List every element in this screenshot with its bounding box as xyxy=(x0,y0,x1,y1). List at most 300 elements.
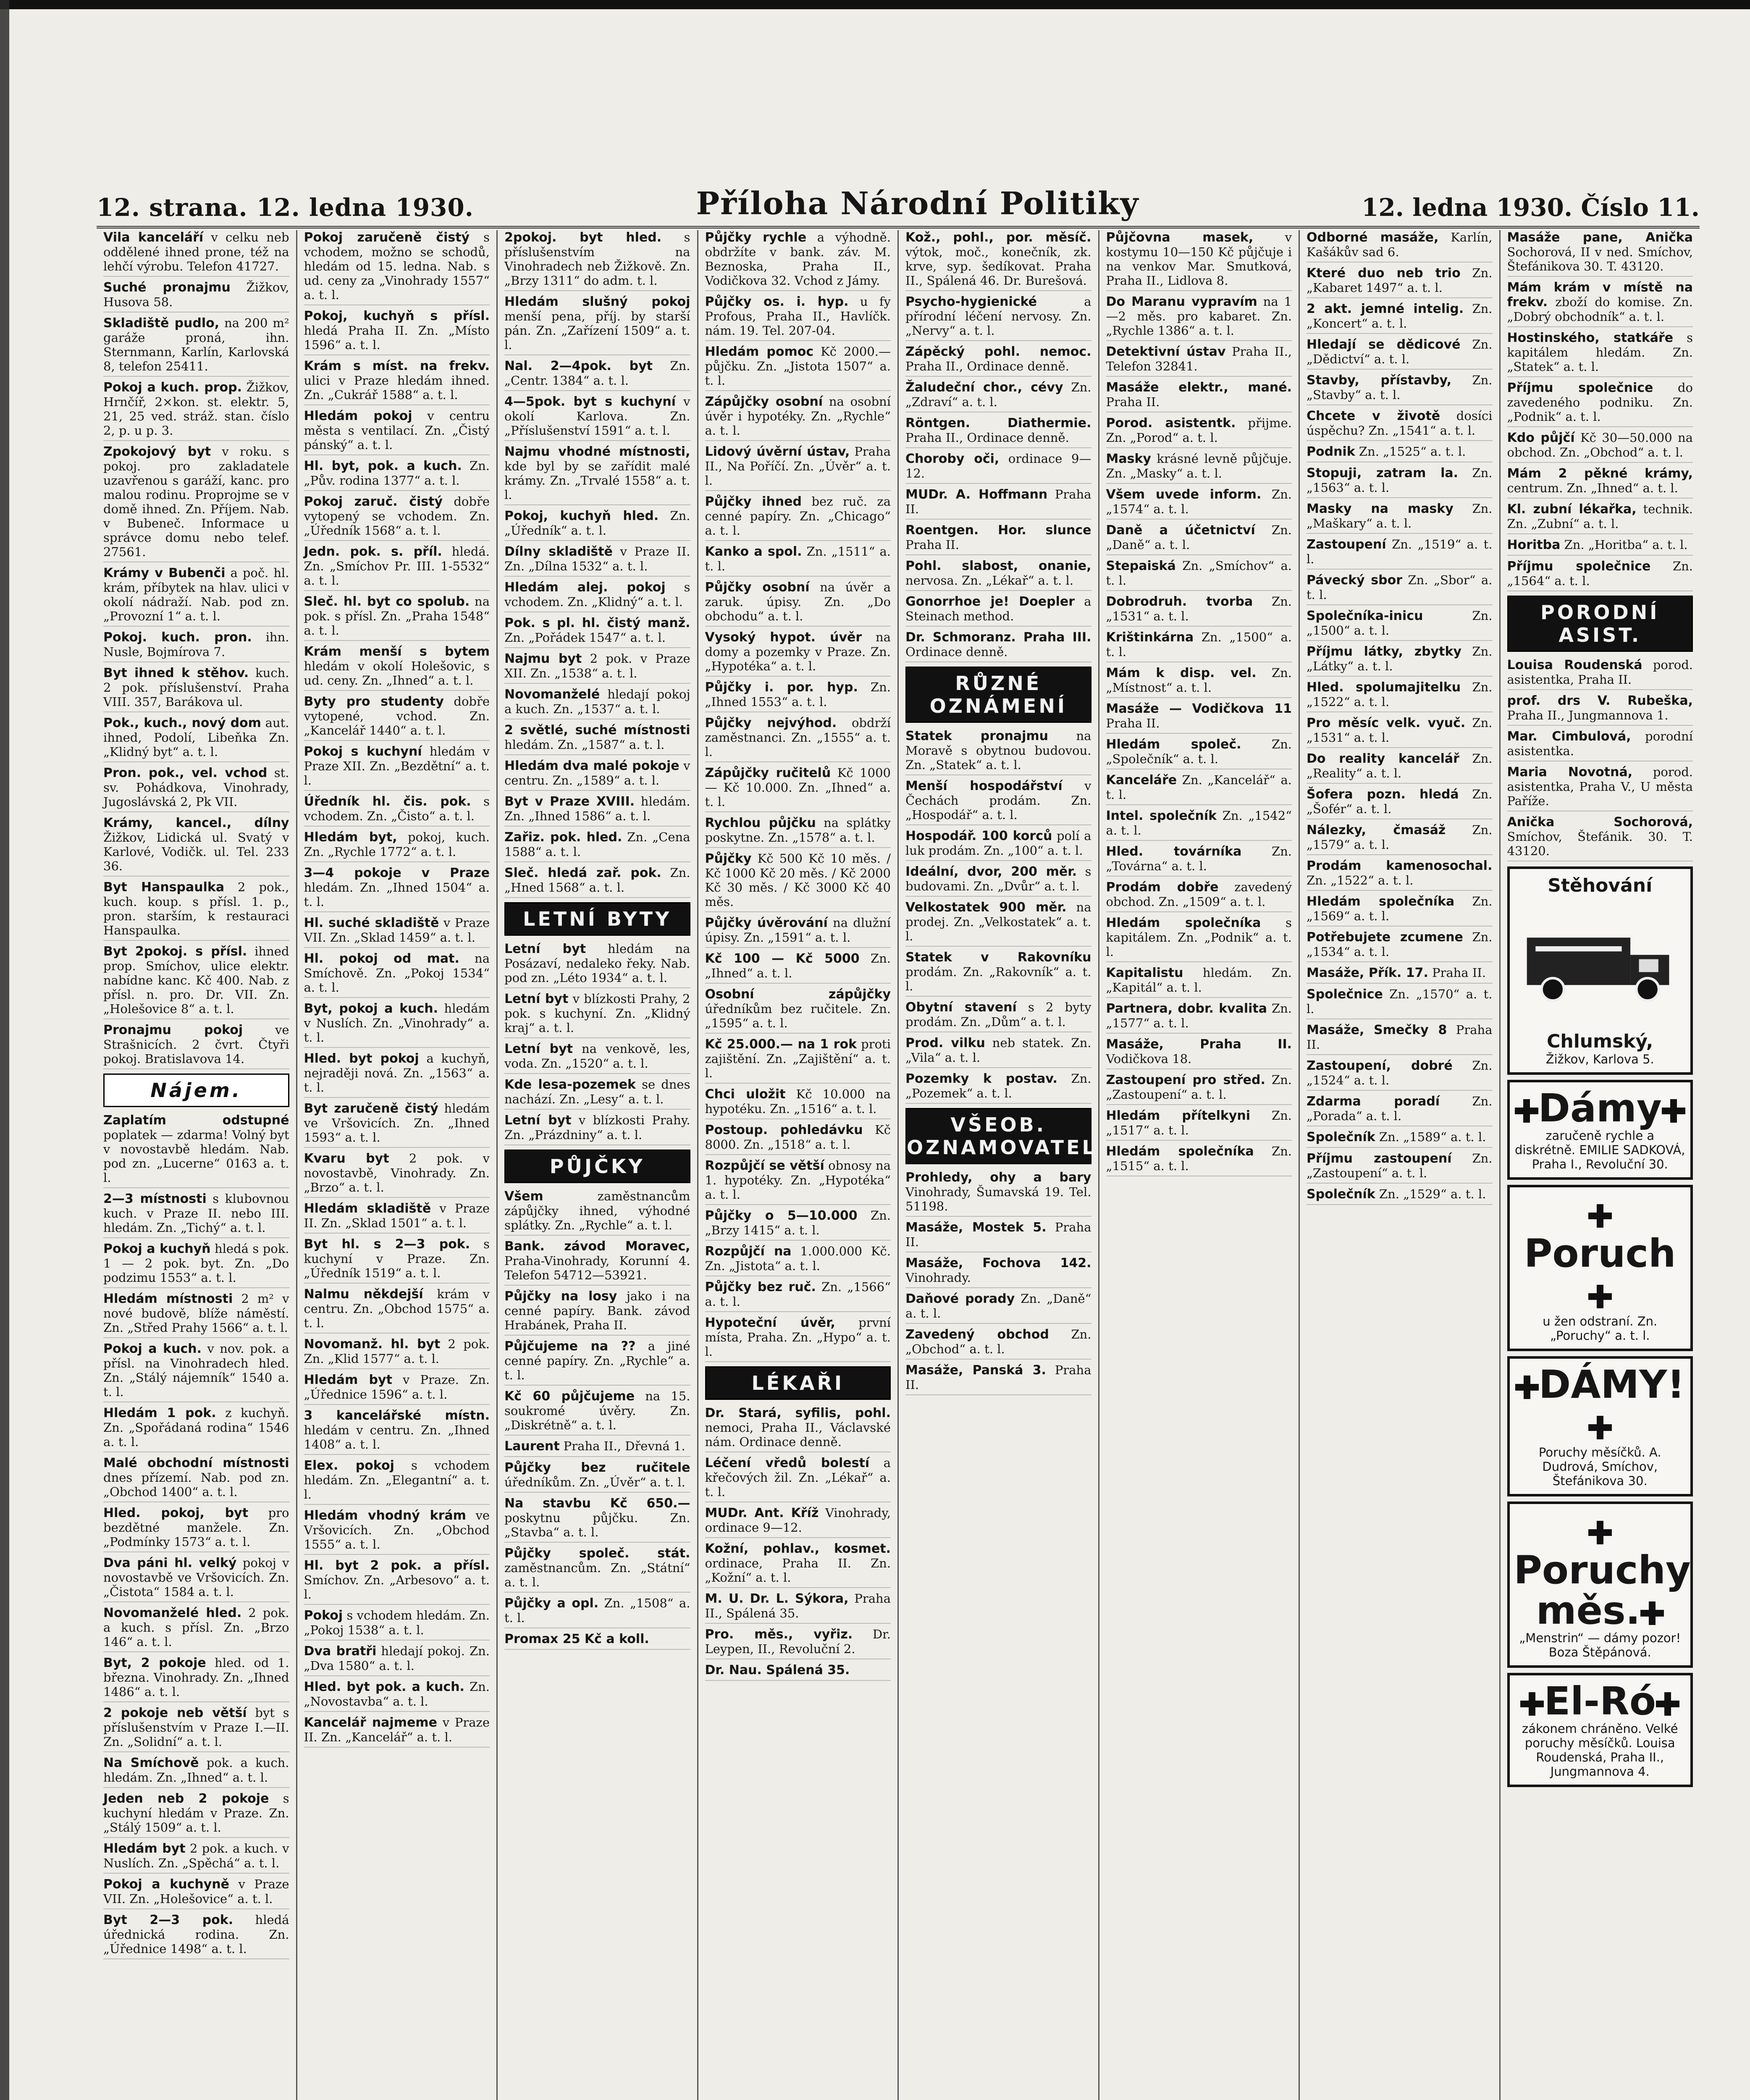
scan-border-top xyxy=(0,0,1750,9)
ad-body: v Praze II. Zn. „Sklad 1501“ a. t. l. xyxy=(304,1201,490,1230)
ad-body: ordinace 9—12. xyxy=(905,452,1091,480)
ad-body: Praha II., Ordinace denně. xyxy=(905,359,1069,373)
classified-ad xyxy=(504,1113,690,1145)
classified-ad xyxy=(103,630,289,662)
ad-headline: Pozemky k postav. xyxy=(905,1071,1057,1086)
ad-headline: Psycho-hygienické xyxy=(905,294,1037,309)
classified-ad xyxy=(304,309,490,355)
ad-body: na splátky poskytne. Zn. „1578“ a. t. l. xyxy=(705,816,891,845)
ad-body: s vchodem hledám. Zn. „Elegantní“ a. t. l. xyxy=(304,1458,490,1502)
ad-headline: Kanceláře xyxy=(1106,773,1177,788)
classified-ad xyxy=(705,851,891,912)
classified-ad xyxy=(1507,658,1693,690)
box-text: zákonem chráněno. Velké poruchy měsíčků. Louisa Roudenská, Praha II., Jungmannova 4. xyxy=(1522,1722,1678,1779)
ad-body: s budovami. Zn. „Dvůr“ a. t. l. xyxy=(905,864,1091,893)
ad-body: Praha-Vinohrady, Korunní 4. Telefon 54712—53921. xyxy=(504,1254,690,1282)
ad-headline: Pokoj, kuchyň s přísl. xyxy=(304,309,490,323)
ad-headline: Byt Hanspaulka xyxy=(103,880,225,895)
ad-headline: Stavby, přístavby, xyxy=(1307,373,1452,388)
ad-headline: Půjčky bez ručitele xyxy=(504,1460,690,1475)
ad-headline: 2 akt. jemné intelig. xyxy=(1307,302,1464,316)
classified-ad xyxy=(705,1244,891,1276)
ad-body: obnosy na 1. hypotéky. Zn. „Hypotéka“ a. t. l. xyxy=(705,1158,891,1202)
classified-ad xyxy=(1307,858,1493,891)
classified-ad xyxy=(1507,430,1693,463)
ad-headline: Mar. Cimbulová, xyxy=(1507,729,1631,744)
classified-ad xyxy=(504,992,690,1038)
ad-body: Zn. „1564“ a. t. l. xyxy=(1507,559,1693,588)
ad-body: menší pena, příj. by starší pán. Zn. „Zařízení 1509“ a. t. l. xyxy=(504,309,690,352)
ad-headline: Byt hl. s 2—3 pok. xyxy=(304,1237,470,1252)
ad-headline: Půjčky rychle xyxy=(705,230,807,245)
ad-headline: Příjmu společnice xyxy=(1507,381,1653,395)
ad-body: s vchodem, možno se schodů, hledám od 15. ledna. Nab. s ud. ceny za „Vinohrady 1557“ a. t. l. xyxy=(304,230,490,302)
ad-headline: 4—5pok. byt s kuchyní xyxy=(504,394,676,409)
ad-body: Kč 1000 — Kč 10.000. Zn. „Ihned“ a. t. l. xyxy=(705,766,891,809)
ad-body: Praha II. xyxy=(1307,1023,1493,1052)
ad-body: Zn. „1566“ a. t. l. xyxy=(705,1280,891,1309)
ad-body: na pok. s přísl. Zn. „Praha 1548“ a. t. l. xyxy=(304,594,490,638)
ad-body: polí a luk prodám. Zn. „100“ a. t. l. xyxy=(905,829,1091,858)
ad-headline: Zdarma poradí xyxy=(1307,1094,1440,1109)
ad-headline: Společnice xyxy=(1307,987,1383,1002)
ad-body: Zn. „Reality“ a. t. l. xyxy=(1307,751,1493,780)
ad-headline: Dobrodruh. tvorba xyxy=(1106,594,1253,609)
ad-body: na prodej. Zn. „Velkostatek“ a. t. l. xyxy=(905,900,1091,943)
classified-ad xyxy=(1106,1001,1292,1034)
classified-ad xyxy=(103,1506,289,1552)
classified-ad xyxy=(1507,502,1693,534)
ad-headline: Osobní zápůjčky xyxy=(705,987,891,1002)
column-4 xyxy=(698,230,899,2100)
classified-ad xyxy=(304,1337,490,1369)
classified-ad xyxy=(905,594,1091,627)
ad-body: a Steinach method. xyxy=(905,594,1091,623)
classified-ad xyxy=(103,766,289,812)
ad-headline: Zavedený obchod xyxy=(905,1327,1049,1342)
ad-headline: Hledám společníka xyxy=(1106,916,1261,930)
classified-ad xyxy=(304,359,490,405)
ad-body: Zn. „Kabaret 1497“ a. t. l. xyxy=(1307,266,1493,295)
ad-body: v centru města s ventilací. Zn. „Čistý pánský“ a. t. l. xyxy=(304,409,490,452)
classified-ad xyxy=(103,666,289,712)
ad-headline: Skladiště pudlo, xyxy=(103,316,220,331)
ad-body: na úvěr a zaruk. úpisy. Zn. „Do obchodu“ a. t. l. xyxy=(705,580,891,623)
ad-body: nervosa. Zn. „Lékař“ a. t. l. xyxy=(905,573,1073,588)
ad-headline: Společník xyxy=(1307,1130,1375,1144)
ad-headline: Půjčky os. i. hyp. xyxy=(705,294,849,309)
ad-headline: Odborné masáže, xyxy=(1307,230,1439,245)
ad-headline: Hled. byt pok. a kuch. xyxy=(304,1680,464,1694)
classified-ad xyxy=(1106,666,1292,698)
classified-ad xyxy=(905,1256,1091,1288)
ad-headline: Kvaru byt xyxy=(304,1151,389,1166)
ad-headline: Sleč. hledá zař. pok. xyxy=(504,866,661,880)
ad-body: Praha II. xyxy=(905,487,1091,516)
ad-body: proti zajištění. Zn. „Zajištění“ a. t. l. xyxy=(705,1037,891,1080)
ad-body: dosíci úspěchu? Zn. „1541“ a. t. l. xyxy=(1307,409,1493,438)
classified-ad xyxy=(1106,1144,1292,1176)
ad-headline: Hl. byt 2 pok. a přísl. xyxy=(304,1558,490,1573)
classified-ad xyxy=(705,230,891,291)
box-text: Poruchy měsíčků. A. Dudrová, Smíchov, Štefánikova 30. xyxy=(1538,1445,1661,1488)
ad-body: nemoci, Praha II., Václavské nám. Ordinace denně. xyxy=(705,1420,891,1449)
classified-ad xyxy=(1106,559,1292,591)
section-heading: RŮZNÉ OZNÁMENÍ xyxy=(905,667,1091,723)
box-title-text: El-Ró xyxy=(1544,1679,1656,1724)
classified-ad xyxy=(905,630,1091,662)
ad-body: Dr. Leypen, II., Revoluční 2. xyxy=(705,1627,891,1656)
ad-headline: Nalmu někdejší xyxy=(304,1287,423,1302)
classified-ad xyxy=(304,1287,490,1334)
classified-ad xyxy=(1307,1130,1493,1148)
ad-headline: Zastoupení xyxy=(1307,537,1386,552)
classified-ad xyxy=(705,344,891,391)
classified-ad xyxy=(905,344,1091,377)
ad-body: hledám ve Vršovicích. Zn. „Ihned 1593“ a. t. l. xyxy=(304,1101,490,1144)
ad-headline: Dva bratři xyxy=(304,1644,377,1659)
classified-ad xyxy=(103,1456,289,1502)
classified-ad xyxy=(1307,230,1493,262)
box-title xyxy=(1514,1510,1691,1633)
classified-ad xyxy=(304,1051,490,1098)
ad-body: Zn. „Společník“ a. t. l. xyxy=(1106,737,1292,766)
ad-body: neb statek. Zn. „Vila“ a. t. l. xyxy=(905,1036,1091,1065)
ad-headline: Zaplatím odstupné xyxy=(103,1113,289,1128)
ad-body: Praha II., Ordinace denně. xyxy=(905,430,1069,445)
classified-ad xyxy=(1106,452,1292,484)
ad-headline: Novomanž. hl. byt xyxy=(304,1337,441,1352)
ad-body: byt s příslušenstvím v Praze I.—II. Zn. „Solidní“ a. t. l. xyxy=(103,1706,289,1749)
ad-headline: Masáže, Praha II. xyxy=(1106,1037,1292,1052)
ad-body: Zn. „1570“ a. t. l. xyxy=(1307,987,1493,1016)
ad-headline: Kanko a spol. xyxy=(705,544,802,559)
ad-headline: Pokoj xyxy=(304,1608,343,1623)
ad-headline: Intel. společník xyxy=(1106,808,1217,823)
ad-headline: prof. drs V. Rubeška, xyxy=(1507,693,1693,708)
ad-headline: Půjčky úvěrování xyxy=(705,916,828,930)
ad-body: Zn. „1579“ a. t. l. xyxy=(1307,823,1493,852)
ad-headline: Půjčky xyxy=(705,851,752,866)
ad-headline: Kč 25.000.— na 1 rok xyxy=(705,1037,857,1052)
display-advert-box xyxy=(1507,1185,1693,1351)
ad-headline: Na stavbu Kč 650.— xyxy=(504,1496,690,1511)
ad-headline: Pok., kuch., nový dom xyxy=(103,716,261,730)
ad-headline: Byt 2pokoj. s přísl. xyxy=(103,944,247,959)
ad-headline: Hled. spolumajitelku xyxy=(1307,680,1461,695)
ad-body: Zn. „Látky“ a. t. l. xyxy=(1307,644,1493,673)
ad-body: na domy a pozemky v Praze. Zn. „Hypotéka“ a. t. l. xyxy=(705,630,891,673)
ad-headline: Detektivní ústav xyxy=(1106,344,1226,359)
ad-body: v kostymu 10—150 Kč půjčuje i na venkov Mar. Smutková, Praha II., Lidlova 8. xyxy=(1106,230,1292,288)
ad-headline: Pokoj, kuchyň hled. xyxy=(504,509,659,523)
ad-body: Zn. „Zdraví“ a. t. l. xyxy=(905,380,1091,409)
ad-body: dobře vytopené, vchod. Zn. „Kancelář 1440“ a. t. l. xyxy=(304,694,490,738)
classified-ad xyxy=(905,294,1091,341)
ad-body: Zn. „Porada“ a. t. l. xyxy=(1307,1094,1493,1123)
classified-ad xyxy=(1307,1187,1493,1205)
ad-headline: Hl. suché skladiště xyxy=(304,916,439,930)
classified-ad xyxy=(504,294,690,355)
ad-headline: Podnik xyxy=(1307,444,1355,459)
section-heading: PŮJČKY xyxy=(504,1150,690,1183)
ad-body: Zn. „Zastoupení“ a. t. l. xyxy=(1106,1073,1292,1102)
ad-headline: Pok. s pl. hl. čistý manž. xyxy=(504,616,690,630)
ad-headline: Masáže — Vodičkova 11 xyxy=(1106,701,1292,716)
ad-body: na dlužní úpisy. Zn. „1591“ a. t. l. xyxy=(705,916,891,945)
ad-headline: Masky na masky xyxy=(1307,501,1454,516)
classified-ad xyxy=(1307,787,1493,819)
classified-ad xyxy=(1307,444,1493,462)
ad-body: Vinohrady. xyxy=(905,1270,971,1285)
classified-ad xyxy=(705,1123,891,1155)
classified-ad xyxy=(504,616,690,648)
classified-ad xyxy=(705,1037,891,1084)
ad-headline: Hl. byt, pok. a kuch. xyxy=(304,459,462,473)
ad-body: Zn. „Stavby“ a. t. l. xyxy=(1307,373,1493,402)
ad-headline: Dr. Nau. Spálená 35. xyxy=(705,1663,850,1677)
ad-body: krám v centru. Zn. „Obchod 1575“ a. t. l. xyxy=(304,1287,490,1330)
ad-body: hledá s pok. 1 — 2 pok. byt. Zn. „Do podzimu 1553“ a. t. l. xyxy=(103,1242,289,1285)
ad-body: úředníkům bez ručitele. Zn. „1595“ a. t. l. xyxy=(705,1002,891,1030)
ad-body: v Praze VII. Zn. „Holešovice“ a. t. l. xyxy=(103,1877,289,1906)
ad-headline: Zařiz. pok. hled. xyxy=(504,830,622,845)
ad-body: u fy Profous, Praha II., Havlíčk. nám. 19. Tel. 207-04. xyxy=(705,294,891,338)
ad-headline: Hospodář. 100 korců xyxy=(905,829,1052,843)
ad-body: poplatek — zdarma! Volný byt v novostavbě hledám. Nab. pod zn. „Lucerne“ 0163 a. t. l. xyxy=(103,1128,289,1185)
ad-body: 2 pok. Zn. „Klid 1577“ a. t. l. xyxy=(304,1337,490,1366)
ad-headline: Kč 100 — Kč 5000 xyxy=(705,951,860,966)
cross-icon xyxy=(1515,1376,1539,1399)
ad-headline: Pro. měs., vyřiz. xyxy=(705,1627,853,1642)
classified-ad xyxy=(1106,966,1292,998)
ad-body: ve Vršovicích. Zn. „Obchod 1555“ a. t. l. xyxy=(304,1508,490,1551)
classified-ad xyxy=(103,1913,289,1959)
classified-ad xyxy=(504,651,690,684)
ad-headline: Společník xyxy=(1307,1187,1375,1202)
classified-ad xyxy=(1307,1058,1493,1091)
ad-headline: Kde lesa-pozemek xyxy=(504,1077,636,1092)
ad-headline: Chci uložit xyxy=(705,1087,786,1102)
classified-ad xyxy=(504,1289,690,1336)
classified-ad xyxy=(1106,380,1292,412)
ad-headline: Příjmu látky, zbytky xyxy=(1307,644,1462,659)
ad-headline: Byt zaručeně čistý xyxy=(304,1101,438,1116)
header-publication-title: Příloha Národní Politiky xyxy=(696,186,1139,222)
classified-ad xyxy=(103,1706,289,1752)
classified-ad xyxy=(1106,630,1292,662)
ad-headline: Masáže, Mostek 5. xyxy=(905,1220,1047,1235)
ad-headline: Hledám byt xyxy=(304,1373,392,1387)
ad-body: Zn. „Pořádek 1547“ a. t. l. xyxy=(504,630,666,645)
ad-headline: Pokoj zaruč. čistý xyxy=(304,494,443,509)
ad-body: Zn. „1500“ a. t. l. xyxy=(1106,630,1292,659)
ad-body: úředníkům. Zn. „Úvěr“ a. t. l. xyxy=(504,1475,685,1489)
ad-body: Kč 8000. Zn. „1518“ a. t. l. xyxy=(705,1123,891,1152)
classified-ad xyxy=(504,723,690,755)
section-heading: LÉKAŘI xyxy=(705,1366,891,1400)
ad-body: na venkově, les, voda. Zn. „1520“ a. t. l. xyxy=(504,1042,690,1071)
ad-body: ordinace, Praha II. Zn. „Kožní“ a. t. l. xyxy=(705,1556,891,1585)
classified-ad xyxy=(103,1756,289,1788)
classified-ad xyxy=(504,759,690,791)
ad-headline: Hledám 1 pok. xyxy=(103,1406,216,1420)
ad-headline: 2 pokoje neb větší xyxy=(103,1706,247,1720)
moving-truck-icon xyxy=(1514,900,1687,1026)
ad-body: Praha II., Na Poříčí. Zn. „Úvěr“ a. t. l. xyxy=(705,444,891,488)
classified-ad xyxy=(504,1460,690,1493)
classified-ad xyxy=(1106,523,1292,555)
column-5 xyxy=(899,230,1099,2100)
ad-body: Zn. „Úředník“ a. t. l. xyxy=(504,509,690,538)
ad-headline: Dr. Stará, syfilis, pohl. xyxy=(705,1406,891,1420)
ad-headline: Hledám byt, xyxy=(304,830,397,845)
ad-body: Žižkov, Husova 58. xyxy=(103,280,289,309)
classified-ad xyxy=(304,1408,490,1455)
ad-body: Zn. „Pův. rodina 1377“ a. t. l. xyxy=(304,459,490,488)
classified-ad xyxy=(304,1237,490,1284)
classified-ad xyxy=(103,230,289,277)
ad-body: na 15. soukromé úvěry. Zn. „Diskrétně“ a. t. l. xyxy=(504,1389,690,1432)
classified-ad xyxy=(905,829,1091,861)
classified-ad xyxy=(103,944,289,1019)
ad-headline: Najmu vhodné místnosti, xyxy=(504,444,690,459)
classified-ad xyxy=(1307,337,1493,370)
ad-body: ve Strašnicích. 2 čvrt. Čtyři pokoj. Bratislavova 14. xyxy=(103,1023,289,1066)
ad-body: s vchodem hledám. Zn. „Pokoj 1538“ a. t. l. xyxy=(304,1608,490,1637)
classified-ad xyxy=(705,766,891,812)
classified-ad xyxy=(103,880,289,941)
classified-ad xyxy=(504,509,690,541)
ad-headline: Pron. pok., vel. vchod xyxy=(103,766,268,780)
ad-headline: Laurent xyxy=(504,1439,560,1454)
classified-ad xyxy=(1106,916,1292,962)
ad-body: porod. asistentka, Praha V., U města Paříže. xyxy=(1507,765,1693,808)
ad-body: hledám v Praze XII. Zn. „Bezdětní“ a. t. l. xyxy=(304,744,490,788)
ad-headline: Hledám vhodný krám xyxy=(304,1508,466,1523)
classified-ad xyxy=(504,394,690,441)
ad-headline: Kdo půjčí xyxy=(1507,430,1575,445)
ad-body: ihn. Nusle, Bojmírova 7. xyxy=(103,630,289,659)
ad-headline: Zápěcký pohl. nemoc. xyxy=(905,344,1091,359)
classified-ad xyxy=(1307,1023,1493,1055)
classified-ad xyxy=(905,950,1091,997)
ad-body: technik. Zn. „Zubní“ a. t. l. xyxy=(1507,502,1693,531)
ad-body: prodám. Zn. „Rakovník“ a. t. l. xyxy=(905,965,1091,993)
ad-body: v Praze. Zn. „Úřednice 1596“ a. t. l. xyxy=(304,1373,490,1402)
ad-headline: Hledám alej. pokoj xyxy=(504,580,666,595)
ad-headline: M. U. Dr. L. Sýkora, xyxy=(705,1591,849,1606)
ad-headline: Masáže pane, Anička xyxy=(1507,230,1693,245)
ad-headline: Hledám dva malé pokoje xyxy=(504,759,680,773)
ad-body: v Praze II. Zn. „Kancelář“ a. t. l. xyxy=(304,1715,490,1744)
ad-headline: Pokoj a kuchyně xyxy=(103,1877,230,1892)
ad-headline: Masky xyxy=(1106,452,1151,466)
ad-body: a kuchyň, nejraději nová. Zn. „1563“ a. t. l. xyxy=(304,1051,490,1095)
ad-body: hledám v Nuslích. Zn. „Vinohrady“ a. t. l. xyxy=(304,1001,490,1045)
classified-ad xyxy=(905,559,1091,591)
ad-body: zboží do komise. Zn. „Dobrý obchodník“ a. t. l. xyxy=(1507,295,1693,324)
ad-body: Zn. „1589“ a. t. l. xyxy=(1375,1130,1486,1144)
ad-headline: Pokoj a kuch. xyxy=(103,1341,202,1356)
ad-body: Zn. „1563“ a. t. l. xyxy=(1307,466,1493,495)
ad-body: 2 pok. v Praze XII. Zn. „1538“ a. t. l. xyxy=(504,651,690,680)
ad-headline: Hledají se dědicové xyxy=(1307,337,1461,352)
classified-ad xyxy=(705,394,891,441)
ad-headline: Promax 25 Kč a koll. xyxy=(504,1632,649,1646)
ad-headline: Zastoupení, dobré xyxy=(1307,1058,1453,1073)
ad-headline: Byt, pokoj a kuch. xyxy=(304,1001,438,1016)
ad-body: hledá. Zn. „Smíchov Pr. III. 1-5532“ a. t. l. xyxy=(304,544,490,588)
classified-ad xyxy=(705,1315,891,1362)
ad-body: zaměstnancům. Zn. „Státní“ a. t. l. xyxy=(504,1561,690,1589)
ad-body: v blízkosti Prahy. Zn. „Prázdniny“ a. t. l. xyxy=(504,1113,690,1142)
ad-headline: Ideální, dvor, 200 měr. xyxy=(905,864,1077,879)
classified-ad xyxy=(504,866,690,898)
classified-ad xyxy=(103,1656,289,1702)
ad-headline: Krištinkárna xyxy=(1106,630,1194,645)
classified-ad xyxy=(504,230,690,291)
classified-ad xyxy=(103,1113,289,1188)
box-text: u žen odstraní. Zn. „Poruchy“ a. t. l. xyxy=(1543,1314,1658,1343)
classified-ad xyxy=(905,729,1091,775)
ad-headline: 3 kancelářské místn. xyxy=(304,1408,490,1423)
ad-body: Zn. „Ihned 1553“ a. t. l. xyxy=(705,680,891,709)
ad-body: pokoj v novostavbě ve Vršovicích. Zn. „Čistota“ 1584 a. t. l. xyxy=(103,1556,289,1599)
ad-body: Zn. „1542“ a. t. l. xyxy=(1106,808,1292,837)
classified-ad xyxy=(304,230,490,305)
classified-ad xyxy=(304,1458,490,1505)
ad-headline: Do Maranu vypravím xyxy=(1106,294,1257,309)
ad-body: Zn. „Místnost“ a. t. l. xyxy=(1106,666,1292,695)
classified-ad xyxy=(304,916,490,948)
ad-body: Zn. „1515“ a. t. l. xyxy=(1106,1144,1292,1173)
box-title-text: DÁMY! xyxy=(1538,1362,1685,1407)
classified-ad xyxy=(1106,844,1292,877)
classified-ad xyxy=(1106,1073,1292,1105)
classified-ad xyxy=(1507,559,1693,591)
classified-ad xyxy=(1106,1037,1292,1069)
ad-headline: Pokoj s kuchyní xyxy=(304,744,422,759)
ad-headline: Prohledy, ohy a bary xyxy=(905,1170,1091,1185)
classified-ad xyxy=(1106,487,1292,520)
ad-body: z kuchyň. Zn. „Spořádaná rodina“ 1546 a. t. l. xyxy=(103,1406,289,1449)
ad-body: aut. ihned, Podolí, Libeňka Zn. „Klidný byt“ a. t. l. xyxy=(103,716,289,759)
classified-ad xyxy=(905,452,1091,484)
ad-headline: Suché pronajmu xyxy=(103,280,231,295)
ad-body: obdrží zaměstnanci. Zn. „1555“ a. t. l. xyxy=(705,716,891,759)
ad-headline: Obytní stavení xyxy=(905,1000,1017,1015)
classified-ad xyxy=(905,1071,1091,1104)
classified-ad xyxy=(705,580,891,627)
ad-headline: Krám menší s bytem xyxy=(304,644,490,659)
classified-ad xyxy=(1106,344,1292,377)
ad-body: Zn. „Novostavba“ a. t. l. xyxy=(304,1680,490,1709)
ad-body: na Smíchově. Zn. „Pokoj 1534“ a. t. l. xyxy=(304,951,490,995)
ad-headline: Kož., pohl., por. měsíč. xyxy=(905,230,1091,245)
ad-body: Zn. „Kancelář“ a. t. l. xyxy=(1106,773,1292,802)
ad-headline: Hledám společ. xyxy=(1106,737,1241,752)
section-heading: VŠEOB. OZNAMOVATEL xyxy=(905,1108,1091,1164)
ad-body: Zn. „1531“ a. t. l. xyxy=(1307,716,1493,745)
ad-body: Zn. „Koncert“ a. t. l. xyxy=(1307,302,1493,331)
ad-body: Vodičkova 18. xyxy=(1106,1052,1192,1066)
classified-ad xyxy=(1507,693,1693,726)
ad-headline: Hledám pokoj xyxy=(304,409,412,423)
ad-body: a poč. hl. krám, příbytek na hlav. ulici v okolí nádraží. Nab. pod zn. „Provozní 1“ a. t. l. xyxy=(103,566,289,623)
ad-body: hledám. Zn. „Ihned 1586“ a. t. l. xyxy=(504,794,690,823)
ad-body: v Praze II. Zn. „Dílna 1532“ a. t. l. xyxy=(504,544,690,573)
